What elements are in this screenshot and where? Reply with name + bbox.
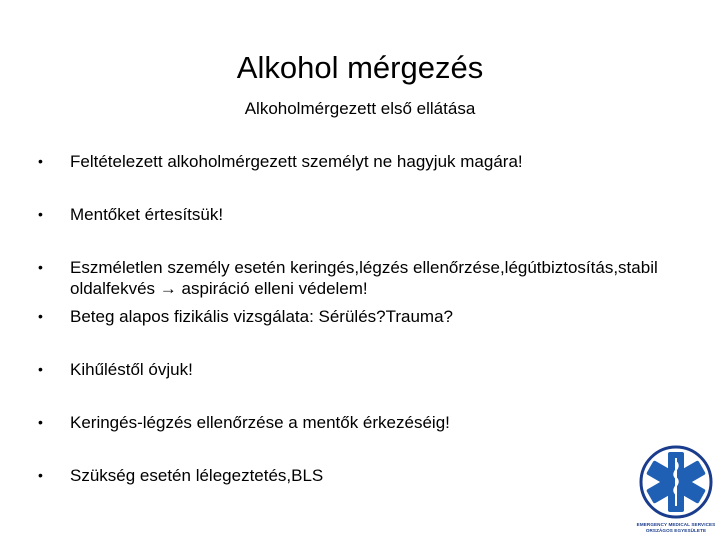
bullet-icon: • (38, 361, 43, 377)
bullet-icon: • (38, 206, 43, 222)
list-item-text: Feltételezett alkoholmérgezett személyt ne hagyjuk magára! (70, 152, 523, 171)
list-item (38, 465, 688, 486)
logo-caption-line: EMERGENCY MEDICAL SERVICES (636, 522, 716, 527)
list-item-text: Keringés-légzés ellenőrzése a mentők érkezéséig! (70, 413, 450, 432)
list-item-text: Mentőket értesítsük! (70, 205, 224, 224)
bullet-icon: • (38, 259, 43, 275)
slide-subtitle: Alkoholmérgezett első ellátása (244, 99, 476, 118)
slide-title: Alkohol mérgezés (236, 50, 484, 85)
list-item (38, 306, 688, 327)
bullet-icon: • (38, 308, 43, 324)
star-of-life-icon (634, 444, 718, 522)
list-item (38, 151, 688, 172)
logo-caption-line: ORSZÁGOS EGYESÜLETE (645, 528, 707, 533)
logo (634, 444, 718, 538)
list-item (38, 204, 688, 225)
bullet-icon: • (38, 467, 43, 483)
bullet-icon: • (38, 153, 43, 169)
list-item-text: Beteg alapos fizikális vizsgálata: Sérülés?Trauma? (70, 307, 454, 326)
list-item-text: Eszméletlen személy esetén keringés,légzés ellenőrzése,légútbiztosítás,stabil oldalfekvés → aspiráció elleni védelem! (70, 258, 658, 298)
list-item (38, 257, 688, 299)
list-item (38, 412, 688, 433)
list-item-text: Kihűléstől óvjuk! (70, 360, 193, 379)
bullet-icon: • (38, 414, 43, 430)
logo-caption (634, 522, 718, 534)
list-item-text: Szükség esetén lélegeztetés,BLS (70, 466, 324, 485)
list-item (38, 359, 688, 380)
